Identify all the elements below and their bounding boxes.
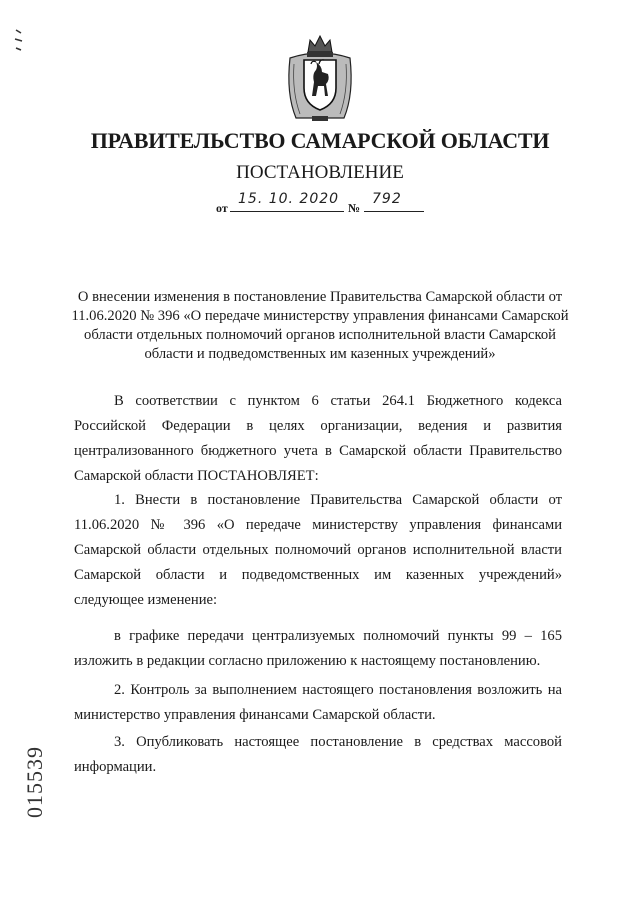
document-subject: О внесении изменения в постановление Правительства Самарской области от 11.06.2020 № 396 «О передаче министерству управления финансами Самарской области отдельных полномочий органов исполнительной власти Самарской области и подведомственных им казенных учреждений»: [71, 289, 569, 362]
paragraph-item-1: 1. Внести в постановление Правительства Самарской области от 11.06.2020 № 396 «О передаче министерству управления финансами Самарской области отдельных полномочий органов исполнительной власти Самарской области и подведомственных им казенных учреждений» следующее изменение:: [74, 492, 562, 608]
paragraph-amendment: в графике передачи централизуемых полномочий пункты 99 – 165 изложить в редакции согласно приложению к настоящему постановлению.: [74, 628, 562, 669]
coat-of-arms-icon: [282, 34, 358, 126]
date-prefix: от: [216, 201, 228, 215]
number-prefix: №: [348, 201, 361, 215]
date-value: 15. 10. 2020: [238, 191, 340, 207]
number-underline: [364, 211, 424, 212]
paragraph-item-2: 2. Контроль за выполнением настоящего постановления возложить на министерство управления финансами Самарской области.: [74, 682, 562, 723]
paragraph-preamble: В соответствии с пунктом 6 статьи 264.1 Бюджетного кодекса Российской Федерации в целях организации, ведения и развития централизованного бюджетного учета в Самарской области Правительство Самарской области ПОСТАНОВЛЯЕТ:: [74, 393, 562, 484]
paragraph-item-3: 3. Опубликовать настоящее постановление в средствах массовой информации.: [74, 734, 562, 775]
government-title: ПРАВИТЕЛЬСТВО САМАРСКОЙ ОБЛАСТИ: [90, 128, 550, 153]
margin-registration-number: 015539: [22, 746, 47, 818]
date-underline: [230, 211, 344, 212]
number-value: 792: [372, 191, 402, 207]
registration-line: [216, 193, 436, 217]
margin-marks: [12, 26, 28, 56]
document-type: ПОСТАНОВЛЕНИЕ: [236, 162, 404, 183]
